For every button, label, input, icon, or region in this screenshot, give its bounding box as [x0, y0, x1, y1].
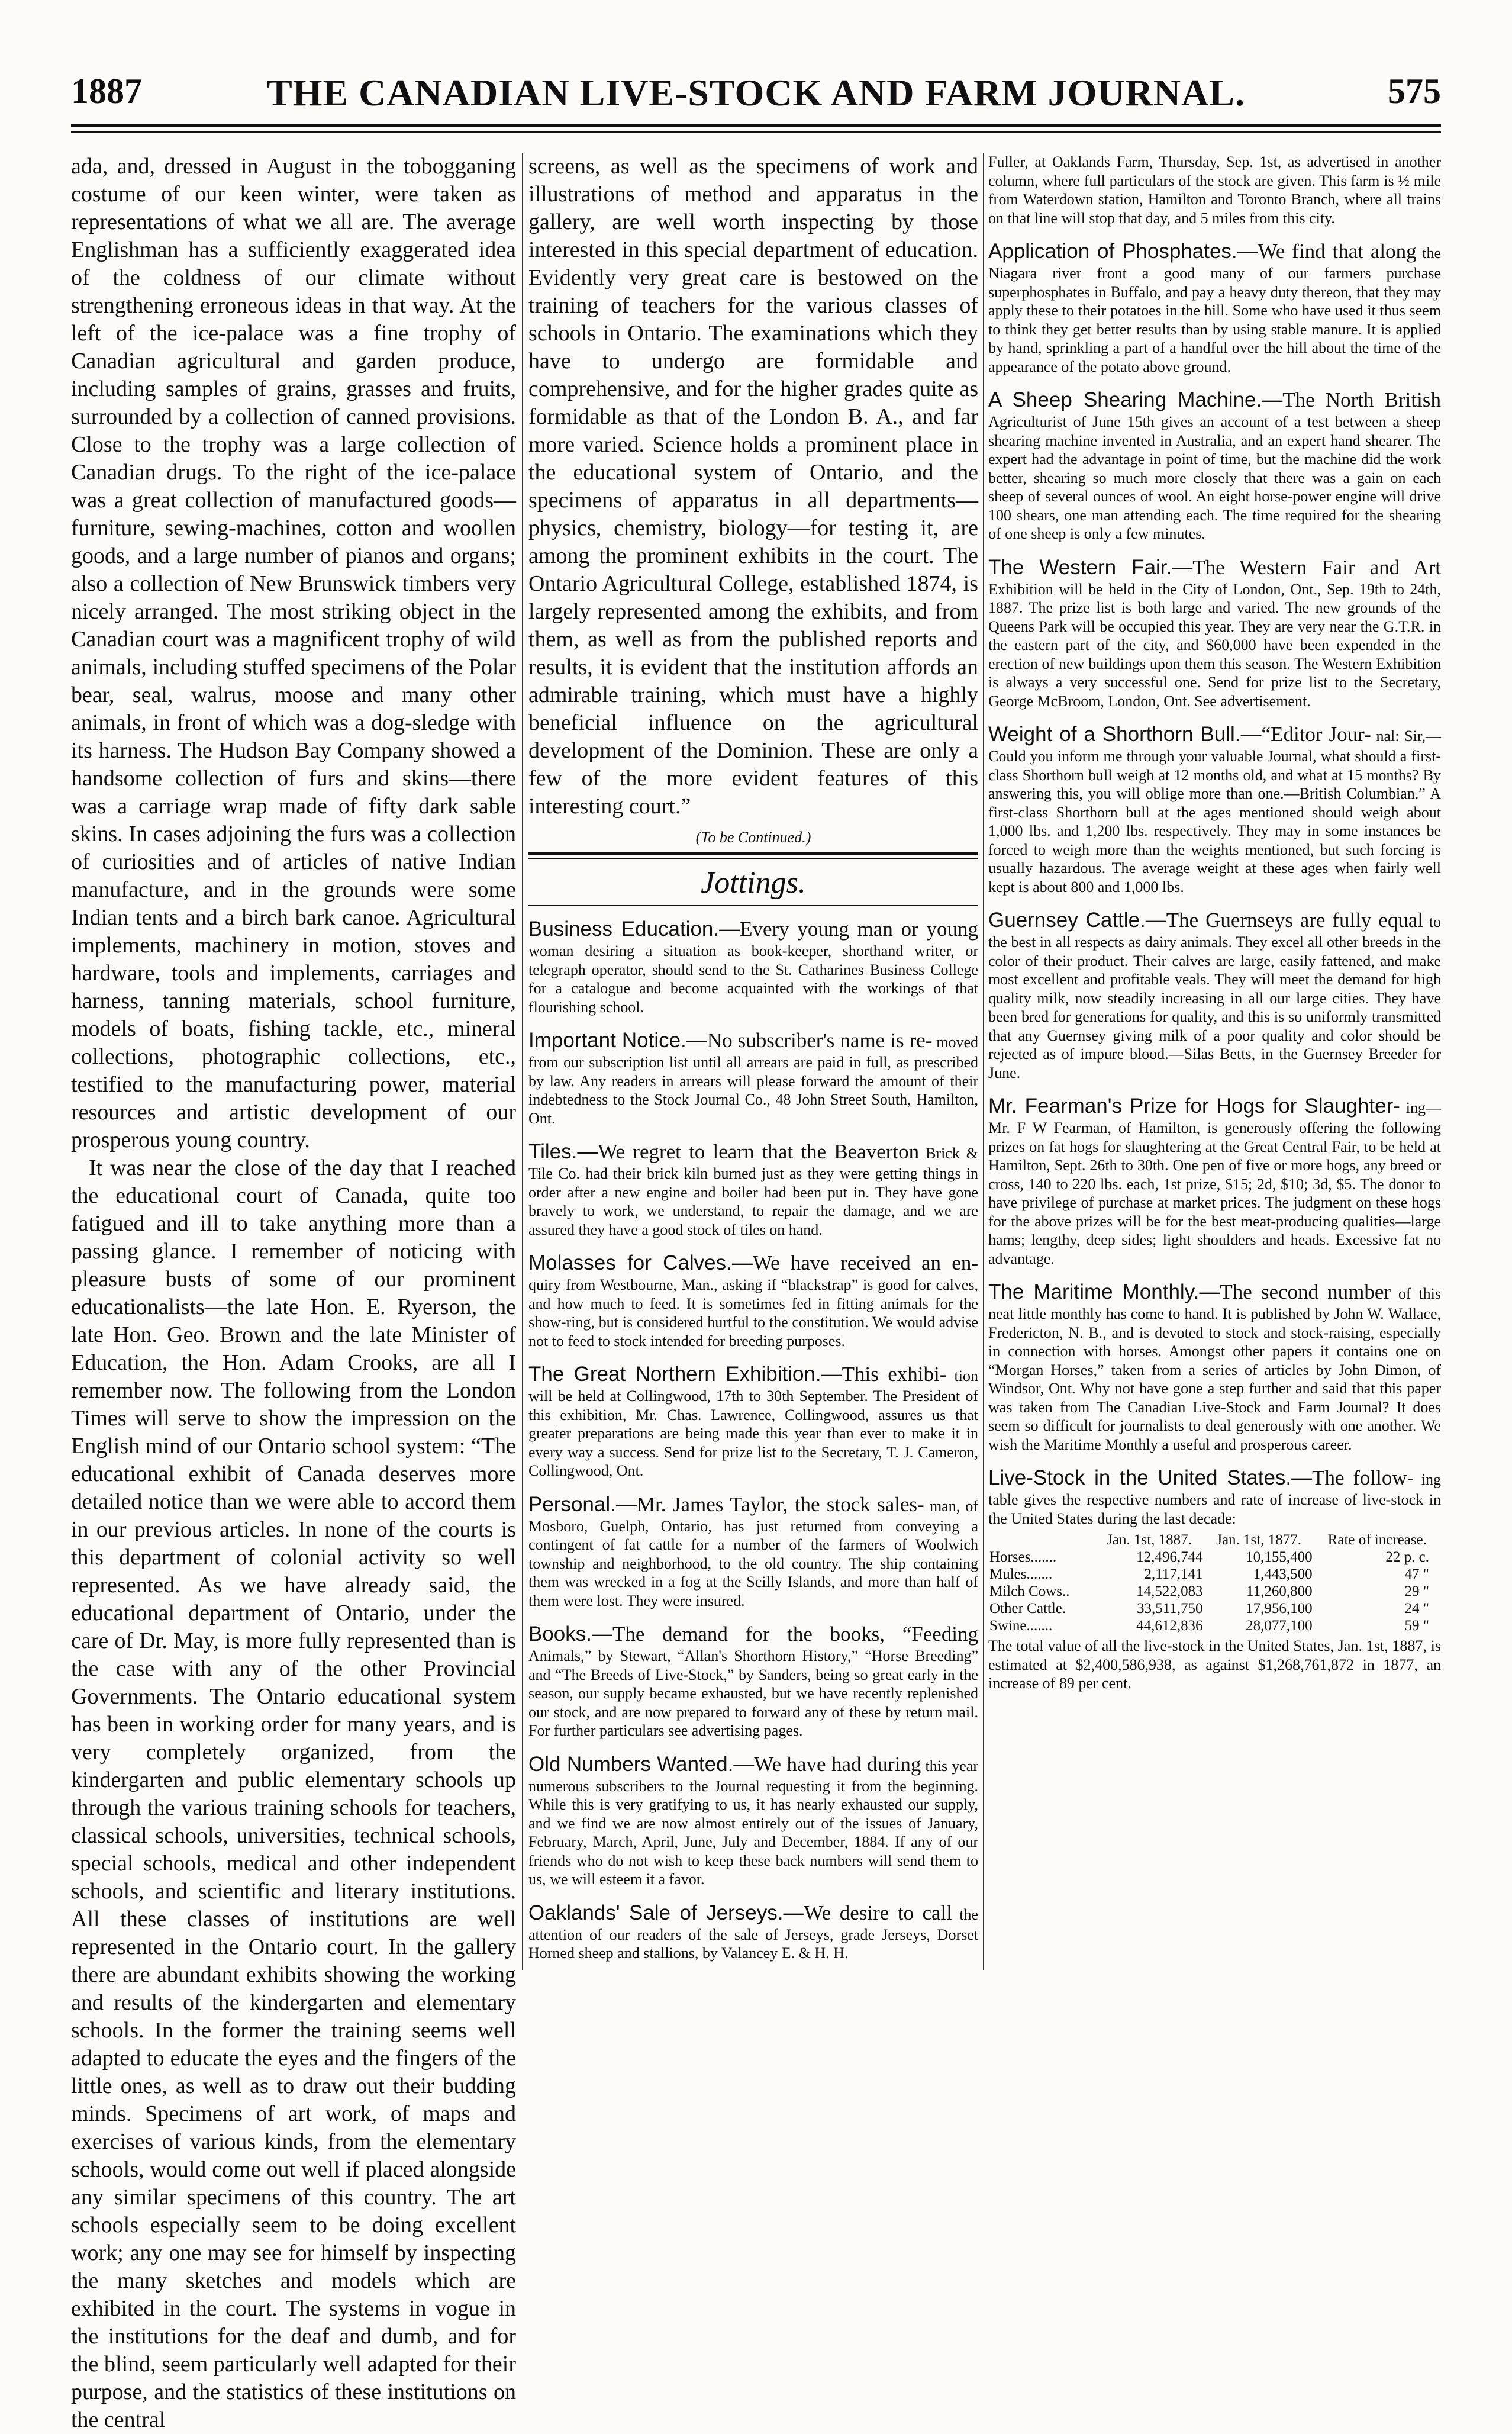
item-lead: “Editor Jour-: [1261, 723, 1371, 746]
item-lead: This exhibi-: [842, 1363, 947, 1386]
item-heading: Weight of a Shorthorn Bull.—: [988, 723, 1262, 746]
item-heading: Guernsey Cattle.—: [988, 909, 1166, 932]
header-rule-thick: [71, 124, 1441, 127]
item-lead: Every young man or young: [740, 917, 979, 941]
item-heading: Business Education.—: [528, 917, 740, 941]
column-divider: [983, 153, 984, 1970]
jotting-item: [528, 1492, 978, 1611]
item-body: the Niagara river front a good many of our farmers purchase superphosphates in Buffalo, and pay a heavy duty thereon, that they may apply these to their potatoes in the hill. Some who have used it thus seem to think they get better results than by using stable manure. It is applied by hand, sprinkling a part of a handful over the hill about the time of the appearance of the potato above ground.: [988, 244, 1442, 375]
item-body: the attention of our readers of the sale of Jerseys, grade Jerseys, Dorset Horned sheep and stallions, by Valancey E. & H. H.: [528, 1905, 978, 1962]
item-heading: Tiles.—: [528, 1140, 598, 1163]
table-row: [988, 1566, 1441, 1583]
item-body: quiry from Westbourne, Man., asking if “blackstrap” is good for calves, and how much to feed. It is sometimes fed in fitting animals for the show-ring, but is considered hurtful to the constitution. We would advise not to feed to stock intended for breeding purposes.: [528, 1276, 978, 1350]
jotting-item: [528, 917, 978, 1016]
table-row: [988, 1548, 1441, 1566]
jotting-item: [988, 239, 1441, 376]
table-note: [988, 1637, 1441, 1693]
table-cell: Other Cattle.: [989, 1601, 1066, 1617]
jotting-item: [528, 1028, 978, 1128]
jotting-item: [988, 908, 1441, 1082]
to-be-continued: (To be Continued.): [695, 829, 811, 846]
page-number: 575: [1388, 72, 1441, 111]
table-cell: Swine.......: [989, 1618, 1053, 1634]
jotting-item: [528, 1901, 978, 1963]
item-body: moved from our subscription list until all arrears are paid in full, as prescribed by law. Any readers in arrears will please forward the amount of their indebtedness to the Stock Journal Co., 48 John Street South, Hamilton, Ont.: [528, 1034, 979, 1127]
item-heading: A Sheep Shearing Machine.—: [988, 388, 1283, 411]
item-lead: The second number: [1220, 1280, 1391, 1303]
jotting-item: [528, 1752, 978, 1889]
jotting-item: [988, 1466, 1441, 1528]
article-paragraph: screens, as well as the specimens of work and illustrations of method and apparatus in the gallery, are well worth inspecting by those interested in this special department of education. Evidently very great care is bestowed on the training of teachers for the various classes of schools in Ontario. The examinations which they have to undergo are formidable and comprehensive, and for the higher grades quite as formidable as that of the London B. A., and far more varied. Science holds a prominent place in the educational system of Ontario, and the specimens of apparatus in all departments—physics, chemistry, biology—for testing it, are among the prominent exhibits in the court. The Ontario Agricultural College, established 1874, is largely represented among the exhibits, and from them, as well as from the published reports and results, it is evident that the institution affords an admirable training, which must have a highly beneficial influence on the agricultural development of the Dominion. These are only a few of the more evident features of this interesting court.”: [528, 154, 978, 819]
header-year: 1887: [71, 72, 142, 111]
journal-title: THE CANADIAN LIVE-STOCK AND FARM JOURNAL.: [267, 72, 1245, 114]
table-cell: 44,612,836: [1136, 1618, 1203, 1634]
item-heading: The Great Northern Exhibition.—: [528, 1363, 842, 1386]
item-heading: Molasses for Calves.—: [528, 1251, 753, 1274]
item-lead: The follow-: [1312, 1466, 1414, 1489]
article-paragraph: It was near the close of the day that I reached the educational court of Canada, quite too fatigued and ill to take anything more than a passing glance. I remember of noticing with pleasure busts of some of our prominent educationalists—the late Hon. E. Ryerson, the late Hon. Geo. Brown and the late Minister of Education, the Hon. Adam Crooks, are all I remember now. The following from the London Times will serve to show the impression on the English mind of our Ontario school system: “The educational exhibit of Canada deserves more detailed notice than we were able to accord them in our previous articles. In none of the courts is this department of colonial activity so well represented. As we have already said, the educational department of Ontario, under the care of Dr. May, is more fully represented than is the case with any of the other Provincial Governments. The Ontario educational system has been in working order for many years, and is very completely organized, from the kindergarten and public elementary schools up through the various training schools for teachers, classical schools, universities, technical schools, special schools, medical and other independent schools, and scientific and literary institutions. All these classes of institutions are well represented in the Ontario court. In the gallery there are abundant exhibits showing the working and results of the kindergarten and elementary schools. In the former the training seems well adapted to educate the eyes and the fingers of the little ones, as well as to draw out their budding minds. Specimens of art work, of maps and exercises of various kinds, from the elementary schools, would come out well if placed alongside any similar specimens of this country. The art schools especially seem to be doing excellent work; any one may see for himself by inspecting the many sketches and models which are exhibited in the court. The systems in vogue in the institutions for the deaf and dumb, and for the blind, seem particularly well adapted for their purpose, and the statistics of these institutions on the central: [71, 1155, 516, 2432]
table-cell: 12,496,744: [1136, 1549, 1203, 1565]
table-cell: Horses.......: [989, 1549, 1057, 1565]
table-row: [988, 1617, 1441, 1634]
page-header: [71, 71, 1441, 124]
item-body: The total value of all the live-stock in the United States, Jan. 1st, 1887, is estimated at $2,400,586,938, as against $1,268,761,872 in 1877, an increase of 89 per cent.: [988, 1637, 1441, 1692]
item-heading: Personal.—: [528, 1492, 637, 1516]
item-body: Fuller, at Oaklands Farm, Thursday, Sep. 1st, as advertised in another column, where full particulars of the stock are given. This farm is ½ mile from Waterdown station, Hamilton and Toronto Branch, where all trains on that line will stop that day, and 5 miles from this city.: [988, 153, 1441, 227]
section-heading-jottings: Jottings.: [701, 866, 806, 900]
item-body: nal: Sir,—Could you inform me through your valuable Journal, what should a first-class Shorthorn bull weigh at 12 months old, and what at 15 months? By answering this, you will oblige more than one.—British Columbian.” A first-class Shorthorn bull at the ages mentioned should weigh about 1,000 lbs. and 1,200 lbs. respectively. They may in some instances be forced to weigh more than the weights mentioned, but such forcing is usually hazardous. The average weight at these ages when fairly well kept is about 800 and 1,000 lbs.: [988, 727, 1442, 896]
item-body: Exhibition will be held in the City of London, Ont., Sep. 19th to 24th, 1887. The prize list is both large and varied. The new grounds of the Queens Park will be occupied this year. They are very near the G.T.R. in the eastern part of the city, and $60,000 have been expended in the erection of new buildings upon them this season. The Western Exhibition is always a very successful one. Send for prize list to the Secretary, George McBroom, London, Ont. See advertisement.: [988, 580, 1441, 710]
livestock-table: [988, 1531, 1441, 1634]
section-rule: [528, 905, 978, 906]
table-cell: 11,260,800: [1246, 1583, 1313, 1599]
item-lead: Mr. James Taylor, the stock sales-: [636, 1492, 924, 1516]
item-body: this year numerous subscribers to the Journal requesting it from the beginning. While this is very gratifying to us, it has nearly exhausted our supply, and we find we are now almost entirely out of the issues of January, February, March, April, June, July and December, 1884. If any of our friends who do not wish to keep these back numbers will send them to us, we will esteem it a favor.: [528, 1757, 978, 1888]
item-heading: Old Numbers Wanted.—: [528, 1752, 755, 1776]
item-lead: The Western Fair and Art: [1192, 555, 1441, 579]
item-lead: We find that along: [1258, 240, 1417, 263]
column-divider: [522, 153, 523, 1970]
column-1: [71, 153, 516, 2432]
item-body: of this neat little monthly has come to hand. It is published by John W. Wallace, Fredericton, N. B., and is devoted to stock and stock-raising, especially in connection with horses. Amongst other papers it contains one on “Morgan Horses,” taken from a series of articles by John Dimon, of Windsor, Ont. Why not have gone a step further and said that this paper was taken from The Canadian Live-Stock and Farm Journal? It does seem so difficult for journalists to deal generously with one another. We wish the Maritime Monthly a useful and prosperous career.: [988, 1285, 1441, 1453]
table-cell: 22 p. c.: [1385, 1549, 1429, 1565]
item-lead: We have received an en-: [752, 1251, 978, 1274]
jotting-item: [988, 1280, 1441, 1454]
table-cell: Mules.......: [989, 1566, 1053, 1582]
item-body: Agriculturist of June 15th gives an account of a test between a sheep shearing machine invented in Australia, and an expert hand shearer. The expert had the advantage in point of time, but the machine did the work better, shearing so much more closely that there was a gain on each sheep of several ounces of wool. An eight horse-power engine will drive 100 shears, one man attending each. The time required for the shearing of one sheep is only a few minutes.: [988, 413, 1441, 542]
item-heading: The Western Fair.—: [988, 555, 1193, 579]
table-row: [988, 1600, 1441, 1617]
item-heading: The Maritime Monthly.—: [988, 1280, 1220, 1303]
column-3: [988, 153, 1441, 1970]
item-lead: We regret to learn that the Beaverton: [598, 1140, 920, 1163]
jotting-item: [988, 1094, 1441, 1268]
item-body: woman desiring a situation as book-keeper, shorthand writer, or telegraph operator, should send to the St. Catharines Business College for a catalogue and become acquainted with the workings of that flourishing school.: [528, 942, 978, 1016]
continued-item: [988, 153, 1441, 227]
table-cell: 33,511,750: [1136, 1601, 1203, 1617]
table-cell: 24 ": [1404, 1601, 1429, 1617]
table-cell: 47 ": [1404, 1566, 1429, 1582]
table-header: Jan. 1st, 1877.: [1216, 1532, 1301, 1548]
header-rule-thin: [71, 131, 1441, 133]
jotting-item: [988, 555, 1441, 711]
item-lead: The North British: [1282, 388, 1441, 411]
item-heading: Live-Stock in the United States.—: [988, 1466, 1313, 1489]
item-lead: No subscriber's name is re-: [707, 1029, 933, 1052]
item-body: ing table gives the respective numbers and rate of increase of live-stock in the United States during the last decade:: [988, 1471, 1442, 1527]
item-lead: We have had during: [754, 1752, 921, 1776]
item-body: Brick & Tile Co. had their brick kiln burned just as they were getting things in order after a new engine and boiler had been put in. They have gone bravely to work, we understand, to repair the damage, and we are assured they have a good stock of tiles on hand.: [528, 1145, 978, 1238]
table-header: [988, 1531, 1095, 1548]
jotting-item: [528, 1622, 978, 1740]
item-lead: We desire to call: [804, 1901, 952, 1924]
jotting-item: [988, 722, 1441, 896]
item-body: ing—Mr. F W Fearman, of Hamilton, is generously offering the following prizes on fat hogs for slaughtering at the Great Central Fair, to be held at Hamilton, Sept. 26th to 30th. One pen of five or more hogs, any breed or cross, 140 to 220 lbs. each, 1st prize, $15; 2d, $10; 3d, $5. The donor to have privilege of purchase at market prices. The judgment on these hogs for the above prizes will be for the best meat-producing qualities—large hams; lengthy, deep sides; light shoulders and heads. Excessive fat no advantage.: [988, 1099, 1441, 1267]
item-heading: Oaklands' Sale of Jerseys.—: [528, 1901, 804, 1924]
table-header-row: [988, 1531, 1441, 1548]
item-body: to the best in all respects as dairy animals. They excel all other breeds in the color of their product. Their calves are large, easily fattened, and make most excellent and profitable veals. They will meet the demand for high quality milk, now steadily increasing in all our large cities. They have been bred for generations for quality, and this is so uniformly transmitted that any Guernsey giving milk of a poor quality and color should be rejected as of impure blood.—Silas Betts, in the Guernsey Breeder for June.: [988, 913, 1442, 1081]
table-header: Rate of increase.: [1327, 1532, 1427, 1548]
item-body: Animals,” by Stewart, “Allan's Shorthorn History,” “Horse Breeding” and “The Breeds of Live-Stock,” by Sanders, being so great early in the season, our supply became exhausted, but we have recently replenished our stock, and are now prepared to forward any of these by return mail. For further particulars see advertising pages.: [528, 1647, 978, 1739]
table-cell: 14,522,083: [1136, 1583, 1203, 1599]
table-row: [988, 1583, 1441, 1600]
jotting-item: [528, 1251, 978, 1350]
item-heading: Application of Phosphates.—: [988, 240, 1258, 263]
table-cell: 17,956,100: [1246, 1601, 1313, 1617]
jotting-item: [528, 1362, 978, 1480]
table-cell: 10,155,400: [1246, 1549, 1313, 1565]
table-cell: 2,117,141: [1144, 1566, 1203, 1582]
table-cell: 28,077,100: [1246, 1618, 1313, 1634]
table-header: Jan. 1st, 1887.: [1107, 1532, 1192, 1548]
section-rule: [528, 852, 978, 859]
item-heading: Mr. Fearman's Prize for Hogs for Slaughter-: [988, 1094, 1400, 1118]
jotting-item: [528, 1139, 978, 1239]
article-paragraph: ada, and, dressed in August in the tobogganing costume of our keen winter, were taken as representations of what we all are. The average Englishman has a sufficiently exaggerated idea of the coldness of our climate without strengthening erroneous ideas in that way. At the left of the ice-palace was a fine trophy of Canadian agricultural and garden produce, including samples of grains, grasses and fruits, surrounded by a collection of canned provisions. Close to the trophy was a large collection of Canadian drugs. To the right of the ice-palace was a great collection of manufactured goods—furniture, sewing-machines, cotton and woollen goods, and a large number of pianos and organs; also a collection of New Brunswick timbers very nicely arranged. The most striking object in the Canadian court was a magnificent trophy of wild animals, including stuffed specimens of the Polar bear, seal, walrus, moose and many other animals, in front of which was a dog-sledge with its harness. The Hudson Bay Company showed a handsome collection of furs and skins—there was a carriage wrap made of fifty dark sable skins. In cases adjoining the furs was a collection of curiosities and of articles of native Indian manufacture, and in the grounds were some Indian tents and a birch bark canoe. Agricultural implements, machinery in motion, stoves and hardware, tools and implements, carriages and harness, tanning materials, school furniture, models of boats, fishing tackle, etc., mineral collections, photographic collections, etc., testified to the manufacturing power, material resources and artistic development of our prosperous young country.: [71, 154, 516, 1152]
item-heading: Books.—: [528, 1622, 612, 1646]
table-cell: Milch Cows..: [989, 1583, 1070, 1599]
jotting-item: [988, 388, 1441, 543]
item-body: man, of Mosboro, Guelph, Ontario, has just returned from conveying a contingent of fat cattle for a number of the farmers of Woolwich township and neighborhood, to the old country. The ship containing them was wrecked in a fog at the Scilly Islands, and more than half of them were lost. They were insured.: [528, 1497, 979, 1609]
item-heading: Important Notice.—: [528, 1029, 707, 1052]
table-cell: 1,443,500: [1253, 1566, 1313, 1582]
table-cell: 29 ": [1404, 1583, 1429, 1599]
item-lead: The demand for the books, “Feeding: [612, 1622, 978, 1646]
table-cell: 59 ": [1404, 1618, 1429, 1634]
item-body: tion will be held at Collingwood, 17th to 30th September. The President of this exhibition, Mr. Chas. Lawrence, Collingwood, assures us that greater preparations are being made this year than ever to make it in every way a success. Send for prize list to the Secretary, T. J. Cameron, Collingwood, Ont.: [528, 1367, 978, 1479]
column-2: [528, 153, 978, 1970]
item-lead: The Guernseys are fully equal: [1166, 909, 1424, 932]
